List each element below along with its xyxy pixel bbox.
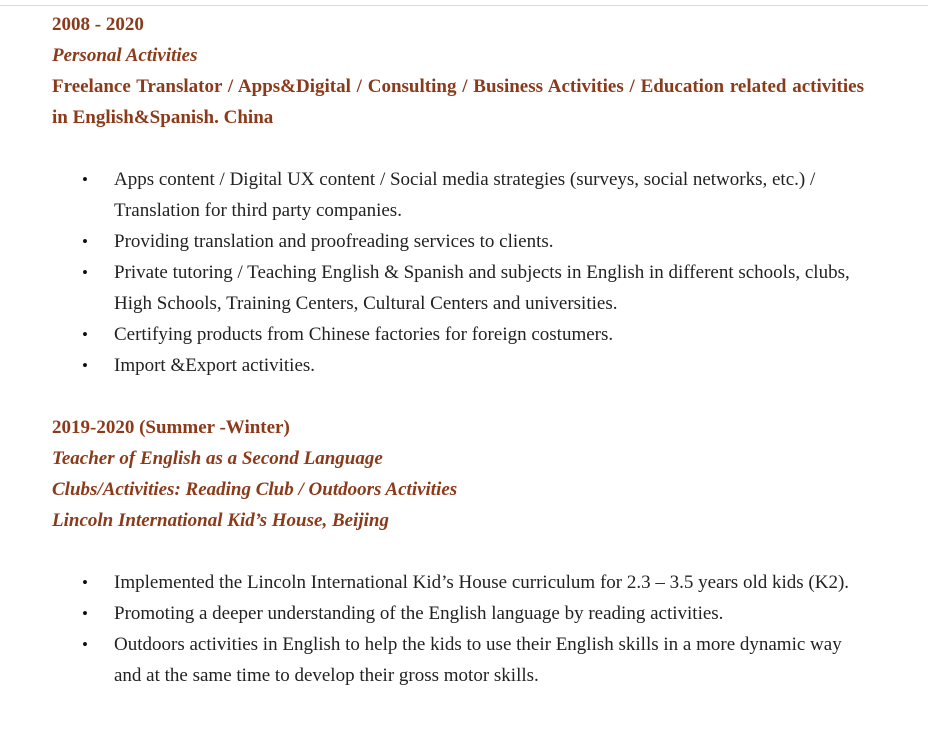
bullet-icon: • bbox=[82, 635, 88, 654]
list-item bbox=[52, 350, 864, 381]
list-item-text: Promoting a deeper understanding of the English language by reading activities. bbox=[114, 603, 724, 624]
list-item bbox=[52, 164, 864, 226]
section-role: Personal Activities bbox=[52, 45, 198, 66]
list-item bbox=[52, 629, 864, 691]
spacer bbox=[52, 133, 864, 164]
list-item bbox=[52, 257, 864, 319]
list-item bbox=[52, 319, 864, 350]
resume-document bbox=[52, 9, 864, 691]
list-item-text: Providing translation and proofreading services to clients. bbox=[114, 231, 554, 252]
section-date: 2019-2020 (Summer -Winter) bbox=[52, 417, 290, 438]
list-item-text: Apps content / Digital UX content / Social media strategies (surveys, social networks, etc.) / Translation for third party companies. bbox=[114, 169, 816, 221]
list-item bbox=[52, 226, 864, 257]
section-role: Teacher of English as a Second Language bbox=[52, 448, 383, 469]
spacer bbox=[52, 381, 864, 412]
experience-section-personal bbox=[52, 9, 864, 381]
bullet-list bbox=[52, 567, 864, 691]
section-employer: Lincoln International Kid’s House, Beijing bbox=[52, 510, 389, 531]
bullet-list bbox=[52, 164, 864, 381]
list-item-text: Import &Export activities. bbox=[114, 355, 316, 376]
section-detail: Freelance Translator / Apps&Digital / Consulting / Business Activities / Education related activities in English&Spanish. China bbox=[52, 76, 864, 128]
section-date: 2008 - 2020 bbox=[52, 14, 144, 35]
list-item bbox=[52, 567, 864, 598]
list-item-text: Outdoors activities in English to help the kids to use their English skills in a more dynamic way and at the same time to develop their gross motor skills. bbox=[114, 634, 842, 686]
list-item-text: Certifying products from Chinese factories for foreign costumers. bbox=[114, 324, 614, 345]
bullet-icon: • bbox=[82, 170, 88, 189]
bullet-icon: • bbox=[82, 356, 88, 375]
spacer bbox=[52, 536, 864, 567]
top-divider bbox=[0, 5, 928, 6]
experience-section-teacher bbox=[52, 412, 864, 691]
bullet-icon: • bbox=[82, 573, 88, 592]
list-item-text: Implemented the Lincoln International Kid’s House curriculum for 2.3 – 3.5 years old kids (K2). bbox=[114, 572, 850, 593]
list-item bbox=[52, 598, 864, 629]
section-clubs: Clubs/Activities: Reading Club / Outdoors Activities bbox=[52, 479, 458, 500]
bullet-icon: • bbox=[82, 325, 88, 344]
bullet-icon: • bbox=[82, 263, 88, 282]
bullet-icon: • bbox=[82, 232, 88, 251]
bullet-icon: • bbox=[82, 604, 88, 623]
list-item-text: Private tutoring / Teaching English & Spanish and subjects in English in different schools, clubs, High Schools, Training Centers, Cultural Centers and universities. bbox=[114, 262, 850, 314]
